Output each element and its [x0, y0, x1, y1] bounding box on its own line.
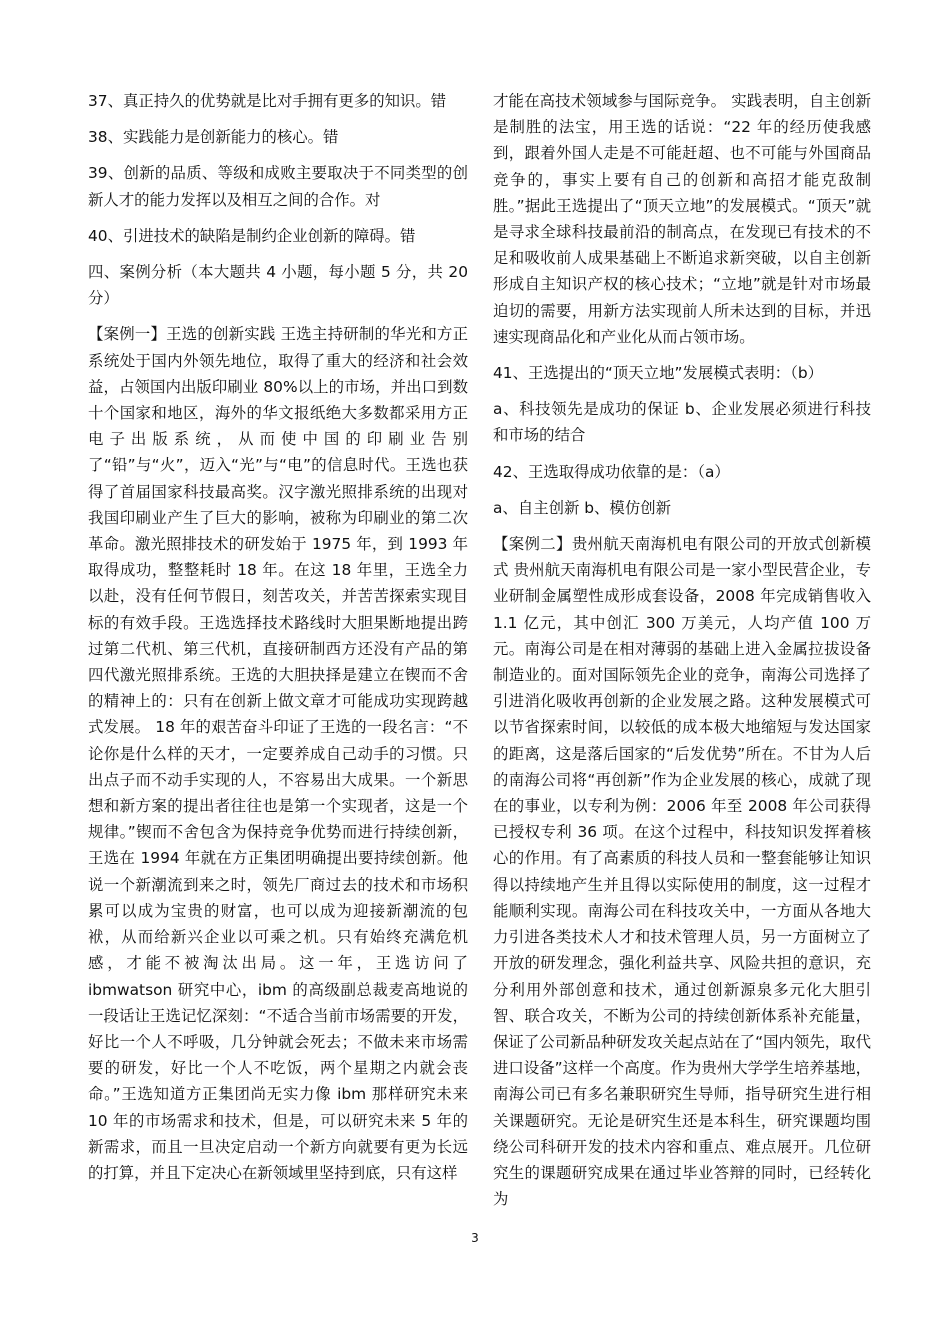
case-2-paragraph: 【案例二】贵州航天南海机电有限公司的开放式创新模式 贵州航天南海机电有限公司是一家小型民营企业，专业研制金属塑性成形成套设备，2008 年完成销售收入 1.1 亿元，其中创汇 300 万美元，人均产值 100 万元。南海公司是在相对薄弱的基础上进入金属拉拔设备制造业的。面对国际领先企业的竞争，南海公司选择了引进消化吸收再创新的企业发展之路。这种发展模式可以节省探索时间，以较低的成本极大地缩短与发达国家的距离，这是落后国家的“后发优势”所在。不甘为人后的南海公司将“再创新”作为企业发展的核心，成就了现在的事业，以专利为例：2006 年至 2008 年公司获得已授权专利 36 项。在这个过程中，科技知识发挥着核心的作用。有了高素质的科技人员和一整套能够让知识得以持续地产生并且得以实际使用的制度，这一过程才能顺利实现。南海公司在科技攻关中，一方面从各地大力引进各类技术人才和技术管理人员，另一方面树立了开放的研发理念，强化利益共享、风险共担的意识，充分利用外部创意和技术，通过创新源泉多元化大胆引智、联合攻关，不断为公司的持续创新体系补充能量，保证了公司新品种研发攻关起点站在了“国内领先，取代进口设备”这样一个高度。作为贵州大学学生培养基地，南海公司已有多名兼职研究生导师，指导研究生进行相关课题研究。无论是研究生还是本科生，研究课题均围绕公司科研开发的技术内容和重点、难点展开。几位研究生的课题研究成果在通过毕业答辩的同时，已经转化为 [493, 535, 871, 1209]
case-1-continuation: 才能在高技术领域参与国际竞争。 实践表明，自主创新是制胜的法宝，用王选的话说：“22 年的经历使我感到，跟着外国人走是不可能赶超、也不可能与外国商品竞争的，事实上要有自己的创新和高招才能克敌制胜。”据此王选提出了“顶天立地”的发展模式。“顶天”就是寻求全球科技最前沿的制高点，在发现已有技术的不足和吸收前人成果基础上不断追求新突破，以自主创新形成自主知识产权的核心技术；“立地”就是针对市场最迫切的需要，用新方法实现前人所未达到的目标，并迅速实现商品化和产业化从而占领市场。 [493, 92, 871, 346]
question-42: 42、王选取得成功依靠的是：（a） [493, 462, 730, 481]
question-40: 40、引进技术的缺陷是制约企业创新的障碍。错 [88, 226, 416, 245]
section-heading: 四、案例分析（本大题共 4 小题，每小题 5 分，共 20 分） [88, 263, 468, 308]
question-42-options: a、自主创新 b、模仿创新 [493, 498, 671, 517]
question-41: 41、王选提出的“顶天立地”发展模式表明：（b） [493, 364, 824, 383]
question-39: 39、创新的品质、等级和成败主要取决于不同类型的创新人才的能力发挥以及相互之间的合作。对 [88, 164, 468, 209]
question-38: 38、实践能力是创新能力的核心。错 [88, 128, 339, 147]
left-column [88, 88, 468, 1196]
page-number: 3 [471, 1231, 479, 1245]
question-41-options: a、科技领先是成功的保证 b、企业发展必须进行科技和市场的结合 [493, 400, 871, 445]
case-1-paragraph: 【案例一】王选的创新实践 王选主持研制的华光和方正系统处于国内外领先地位，取得了重大的经济和社会效益，占领国内出版印刷业 80%以上的市场，并出口到数十个国家和地区，海外的华文报纸绝大多数都采用方正电子出版系统，从而使中国的印刷业告别了“铅”与“火”，迈入“光”与“电”的信息时代。王选也获得了首届国家科技最高奖。汉字激光照排系统的出现对我国印刷业产生了巨大的影响，被称为印刷业的第二次革命。激光照排技术的研发始于 1975 年，到 1993 年取得成功，整整耗时 18 年。在这 18 年里，王选全力以赴，没有任何节假日，刻苦攻关，并苦苦探索实现目标的有效手段。王选选择技术路线时大胆果断地提出跨过第二代机、第三代机，直接研制西方还没有产品的第四代激光照排系统。王选的大胆抉择是建立在锲而不舍的精神上的：只有在创新上做文章才可能成功实现跨越式发展。 18 年的艰苦奋斗印证了王选的一段名言：“不论你是什么样的天才，一定要养成自己动手的习惯。只出点子而不动手实现的人，不容易出大成果。一个新思想和新方案的提出者往往也是第一个实现者，这是一个规律。”锲而不舍包含为保持竞争优势而进行持续创新，王选在 1994 年就在方正集团明确提出要持续创新。他说一个新潮流到来之时，领先厂商过去的技术和市场积累可以成为宝贵的财富，也可以成为迎接新潮流的包袱，从而给新兴企业以可乘之机。只有始终充满危机感，才能不被淘汰出局。这一年，王选访问了 ibmwatson 研究中心，ibm 的高级副总裁麦高地说的一段话让王选记忆深刻：“不适合当前市场需要的开发，好比一个人不呼吸，几分钟就会死去；不做未来市场需要的研发，好比一个人不吃饭，两个星期之内就会丧命。”王选知道方正集团尚无实力像 ibm 那样研究未来 10 年的市场需求和技术，但是，可以研究未来 5 年的新需求，而且一旦决定启动一个新方向就要有更为长远的打算，并且下定决心在新领域里坚持到底，只有这样 [88, 325, 468, 1182]
question-37: 37、真正持久的优势就是比对手拥有更多的知识。错 [88, 92, 447, 110]
right-column [493, 88, 871, 1222]
